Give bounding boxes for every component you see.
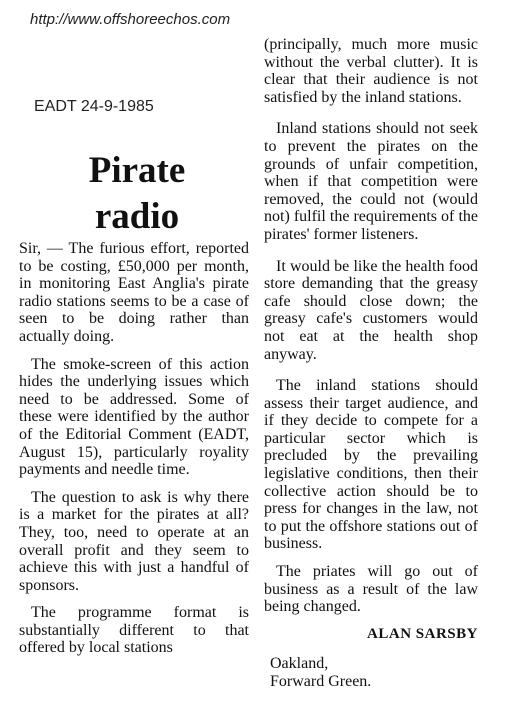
paragraph: Sir, — The furious effort, reported to be costing, £50,000 per month, in monitoring East Anglia's pirate radio stations seems to be a case of seen to be doing rather than actually doing. (19, 240, 249, 345)
headline (22, 148, 252, 240)
paragraph: The programme format is substantially different to that offered by local stations (19, 604, 249, 657)
paragraph: It would be like the health food store demanding that the greasy cafe should close down; the greasy cafe's customers would not eat at the health shop anyway. (264, 257, 478, 363)
paragraph: The smoke-screen of this action hides the underlying issues which need to be addressed. Some of these were identified by the author of the Editorial Comment (EADT, August 15), particularly royality payments and needle time. (19, 355, 249, 479)
author-address (270, 655, 478, 691)
left-column (19, 240, 249, 667)
paragraph: Inland stations should not seek to prevent the pirates on the grounds of unfair competition, when if that competition were removed, the could not (would not) fulfil the requirements of the pirates' former listeners. (264, 120, 478, 243)
source-url: http://www.offshoreechos.com (30, 11, 231, 28)
paragraph: (principally, much more music without the verbal clutter). It is clear that their audience is not satisfied by the inland stations. (264, 36, 478, 106)
paragraph: The question to ask is why there is a market for the pirates at all? They, too, need to operate at an overall profit and they seem to achieve this with just a handful of sponsors. (19, 488, 249, 594)
publication-date: EADT 24-9-1985 (34, 98, 154, 115)
headline-line-2: radio (94, 196, 180, 237)
paragraph: The priates will go out of business as a result of the law being changed. (264, 563, 478, 616)
paragraph: The inland stations should assess their target audience, and if they decide to compete for a particular sector which is precluded by the prevailing legislative conditions, then their collective action should be to press for changes in the law, not to put the offshore stations out of business. (264, 377, 478, 553)
headline-line-1: Pirate (88, 150, 186, 191)
right-column (264, 36, 478, 691)
author-signature: ALAN SARSBY (367, 625, 478, 642)
address-line: Forward Green. (270, 673, 372, 691)
address-line: Oakland, (270, 655, 329, 673)
